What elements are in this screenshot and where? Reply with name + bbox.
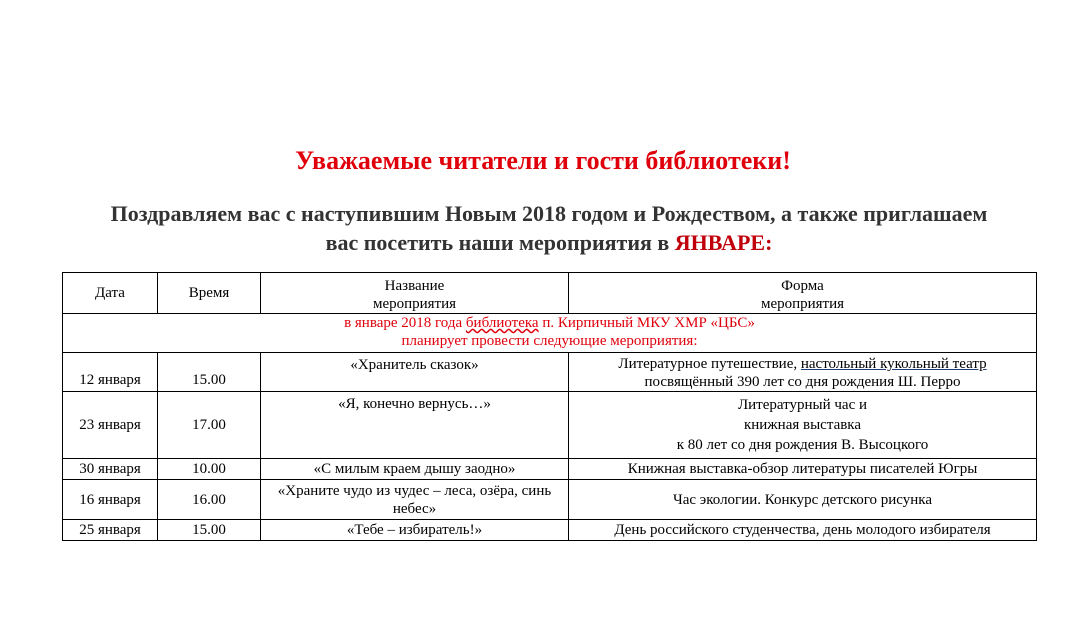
header-form-line-1: Форма	[781, 278, 824, 294]
table-row	[63, 520, 1037, 541]
row-date: 30 января	[63, 459, 158, 480]
row-time: 17.00	[158, 392, 261, 459]
table-row	[63, 480, 1037, 520]
header-form-line-2: мероприятия	[760, 296, 845, 312]
row-name: «С милым краем дышу заодно»	[261, 459, 569, 480]
row-name: «Тебе – избиратель!»	[261, 520, 569, 541]
header-name	[261, 273, 569, 314]
row-form: Час экологии. Конкурс детского рисунка	[569, 480, 1037, 520]
notice-part-2: библиотека	[465, 315, 539, 331]
page-heading: Уважаемые читатели и гости библиотеки!	[295, 146, 791, 175]
row-time: 10.00	[158, 459, 261, 480]
table-row	[63, 392, 1037, 459]
header-date: Дата	[63, 273, 158, 314]
events-table	[62, 272, 1037, 541]
table-row	[63, 459, 1037, 480]
row-form: День российского студенчества, день молодого избирателя	[569, 520, 1037, 541]
intro-line-2	[40, 228, 1058, 257]
row-form-line-2: посвящённый 390 лет со дня рождения Ш. Перро	[644, 374, 961, 390]
row-form-line-1: Литературный час и	[737, 397, 868, 413]
notice-row	[63, 314, 1037, 353]
intro-month: ЯНВАРЕ:	[674, 230, 773, 255]
row-time: 15.00	[158, 520, 261, 541]
row-date: 25 января	[63, 520, 158, 541]
row-form-line-3: к 80 лет со дня рождения В. Высоцкого	[676, 437, 929, 453]
notice-part-1: в январе 2018 года	[344, 315, 466, 331]
header-time: Время	[158, 273, 261, 314]
notice-line-2: планирует провести следующие мероприятия:	[401, 333, 698, 349]
row-name: «Я, конечно вернусь…»	[261, 392, 569, 459]
row-form	[569, 353, 1037, 392]
intro-line-1: Поздравляем вас с наступившим Новым 2018 годом и Рождеством, а также приглашаем	[110, 201, 988, 226]
notice-line-1	[65, 314, 1034, 332]
notice-part-3: п. Кирпичный МКУ ХМР «ЦБС»	[538, 315, 755, 331]
row-time: 16.00	[158, 480, 261, 520]
table-header-row	[63, 273, 1037, 314]
row-time: 15.00	[158, 353, 261, 392]
header-form	[569, 273, 1037, 314]
row-date: 12 января	[63, 353, 158, 392]
row-form-line-1	[571, 355, 1034, 373]
header-name-line-1: Название	[384, 278, 445, 294]
row-date: 23 января	[63, 392, 158, 459]
row-name: «Храните чудо из чудес – леса, озёра, синь небес»	[261, 480, 569, 520]
row-form: Книжная выставка-обзор литературы писателей Югры	[569, 459, 1037, 480]
row-date: 16 января	[63, 480, 158, 520]
row-form-part-a: Литературное путешествие,	[618, 356, 801, 372]
row-form-line-2: книжная выставка	[743, 417, 862, 433]
table-row	[63, 353, 1037, 392]
row-form	[569, 392, 1037, 459]
intro-line-2-text: вас посетить наши мероприятия в	[325, 230, 675, 255]
row-form-part-b: настольный кукольный театр	[800, 356, 987, 372]
row-name: «Хранитель сказок»	[261, 353, 569, 392]
notice-cell	[63, 314, 1037, 353]
intro-text	[40, 199, 1058, 257]
header-name-line-2: мероприятия	[372, 296, 457, 312]
